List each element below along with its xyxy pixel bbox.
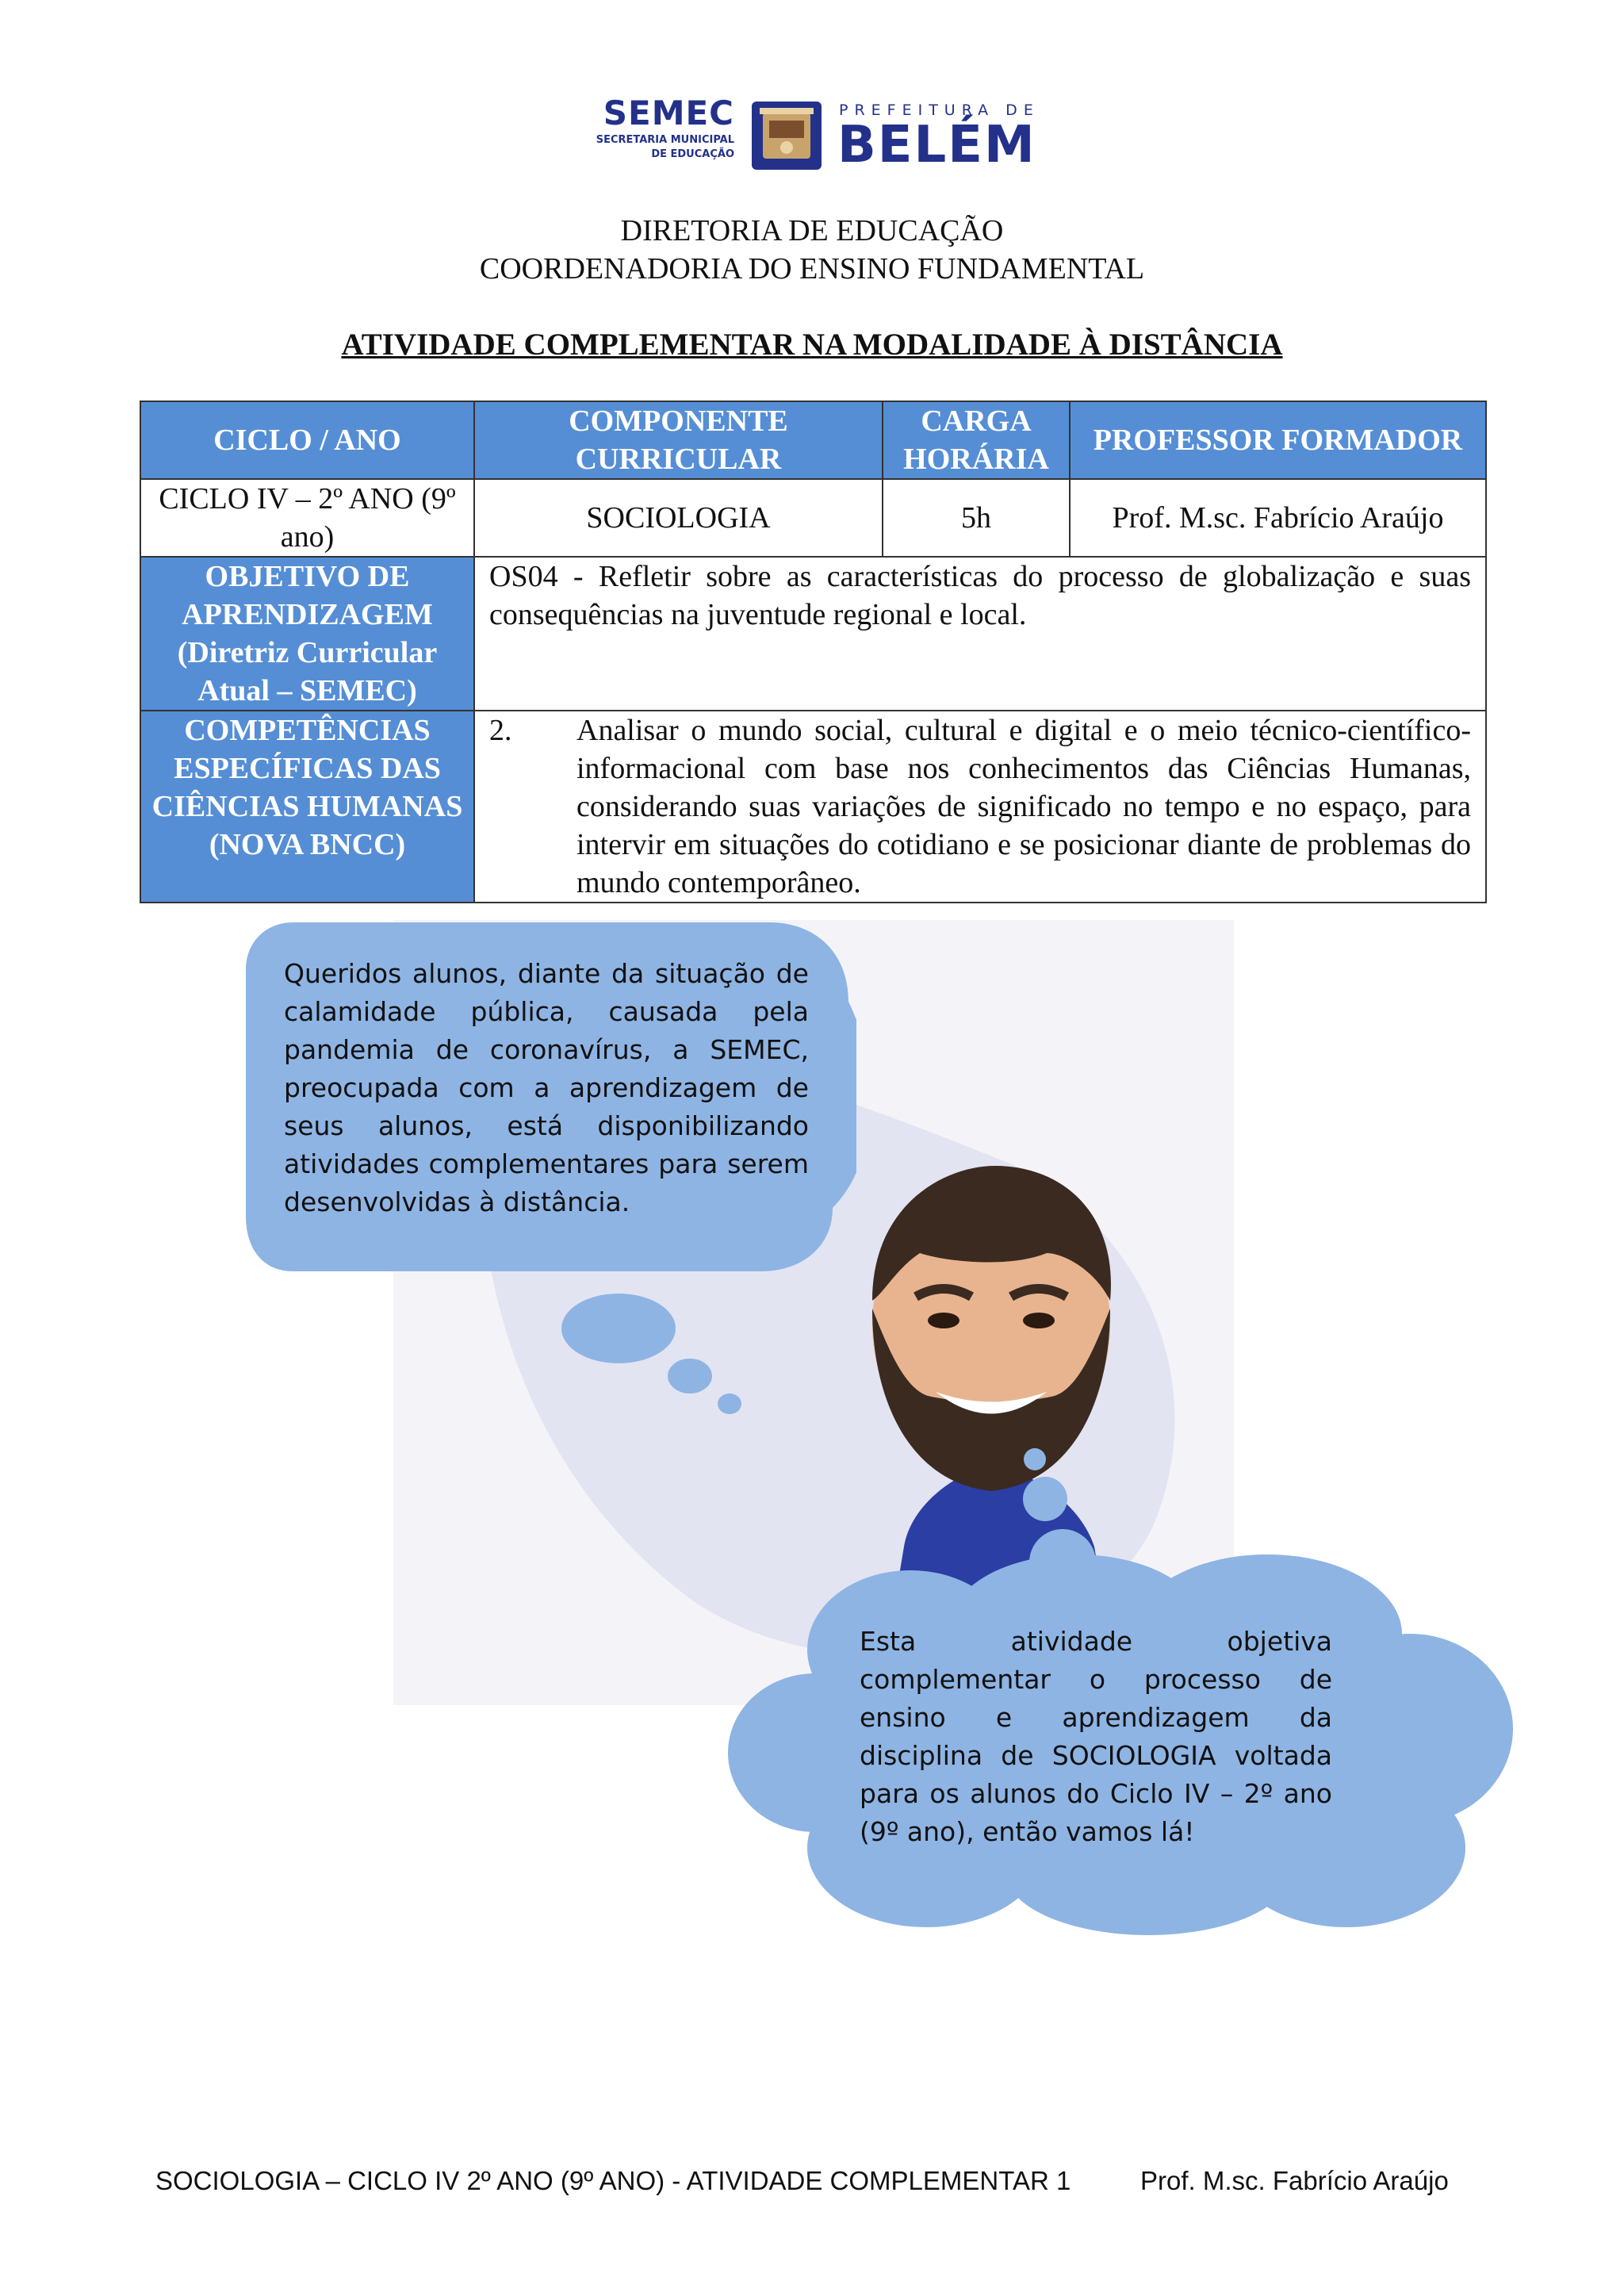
footer-right-text: Prof. M.sc. Fabrício Araújo <box>1140 2166 1449 2195</box>
header-cell-componente: COMPONENTE CURRICULAR <box>474 401 883 479</box>
competencias-text: Analisar o mundo social, cultural e digital e o meio técnico-científico-informacional com base nos conhecimentos das Ciências Humanas, considerando suas variações de significado no tempo e no espaço, para intervir em situações do cotidiano e se posicionar diante de problemas do mundo contemporâneo. <box>576 714 1471 899</box>
speech-bubble-1-text: Queridos alunos, diante da situação de calamidade pública, causada pela pandemia de coronavírus, a SEMEC, preocupada com a aprendizagem de seus alunos, está disponibilizando atividades complementares para serem desenvolvidas à distância. <box>284 958 809 1217</box>
header-cell-professor: PROFESSOR FORMADOR <box>1070 401 1486 479</box>
logo-semec-subtitle <box>576 133 734 162</box>
header-cell-carga: CARGA HORÁRIA <box>883 401 1070 479</box>
table-header-row <box>140 401 1486 479</box>
belem-crest-icon <box>752 102 822 170</box>
header-cell-ciclo: CICLO / ANO <box>140 401 474 479</box>
cell-ciclo: CICLO IV – 2º ANO (9º ano) <box>140 479 474 557</box>
page-title: ATIVIDADE COMPLEMENTAR NA MODALIDADE À DISTÂNCIA <box>341 328 1283 362</box>
cell-carga: 5h <box>883 479 1070 557</box>
competencias-cell <box>474 711 1486 903</box>
objetivo-label: OBJETIVO DE APRENDIZAGEM (Diretriz Curricular Atual – SEMEC) <box>140 557 474 711</box>
table-row-objetivo <box>140 557 1486 711</box>
objetivo-text: OS04 - Refletir sobre as características do processo de globalização e suas consequências na juventude regional e local. <box>474 557 1486 711</box>
table-row <box>140 479 1486 557</box>
table-row-competencias <box>140 711 1486 903</box>
speech-bubble-2-text: Esta atividade objetiva complementar o processo de ensino e aprendizagem da disciplina de SOCIOLOGIA voltada para os alunos do Ciclo IV – 2º ano (9º ano), então vamos lá! <box>860 1626 1332 1847</box>
cell-componente: SOCIOLOGIA <box>474 479 883 557</box>
competencias-label: COMPETÊNCIAS ESPECÍFICAS DAS CIÊNCIAS HUMANAS (NOVA BNCC) <box>140 711 474 903</box>
logo-belem-text: BELÉM <box>837 116 1036 174</box>
logo-semec-text: SEMEC <box>603 94 734 132</box>
header-line-1: DIRETORIA DE EDUCAÇÃO <box>620 214 1004 247</box>
logo-semec-sub-line-2: DE EDUCAÇÃO <box>651 148 734 160</box>
cell-professor: Prof. M.sc. Fabrício Araújo <box>1070 479 1486 557</box>
thought-dots-1 <box>555 1285 761 1420</box>
logo-prefeitura-text: PREFEITURA DE <box>839 102 1040 119</box>
competencias-number: 2. <box>489 714 512 747</box>
footer-left-text: SOCIOLOGIA – CICLO IV 2º ANO (9º ANO) - ATIVIDADE COMPLEMENTAR 1 <box>155 2166 1071 2195</box>
semec-belem-logo <box>576 94 1051 173</box>
logo-semec-sub-line-1: SECRETARIA MUNICIPAL <box>596 134 734 146</box>
activity-info-table <box>140 401 1487 903</box>
header-line-2: COORDENADORIA DO ENSINO FUNDAMENTAL <box>479 252 1145 286</box>
